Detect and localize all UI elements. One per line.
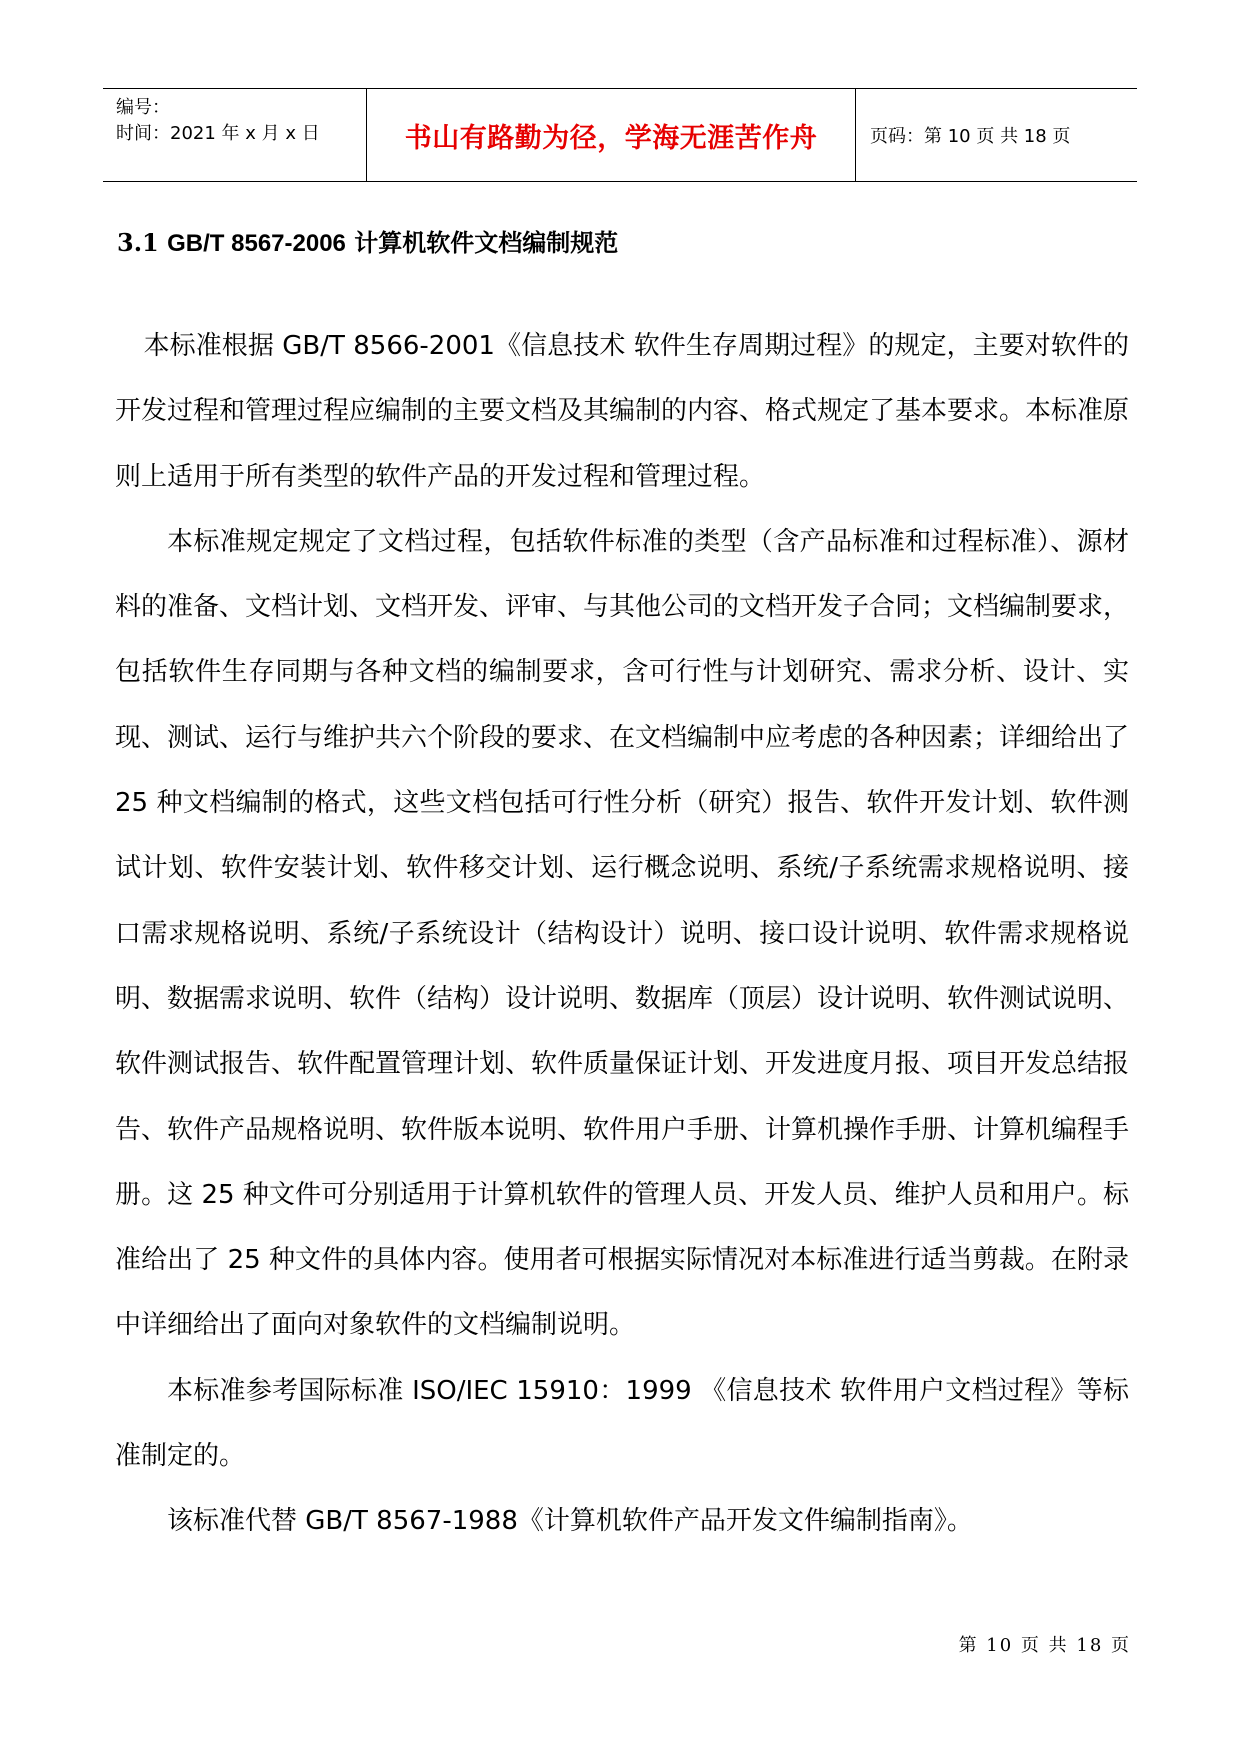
motto-text: 书山有路勤为径，学海无涯苦作舟 [404, 122, 818, 154]
page-footer [959, 1631, 1131, 1657]
paragraph: 本标准参考国际标准 ISO/IEC 15910：1999 《信息技术 软件用户文档过程》等标准制定的。 [115, 1375, 1129, 1472]
header-page-cell [856, 89, 1137, 181]
paragraph: 本标准根据 GB/T 8566-2001《信息技术 软件生存周期过程》的规定，主要对软件的开发过程和管理过程应编制的主要文档及其编制的内容、格式规定了基本要求。本标准原则上适用于所有类型的软件产品的开发过程和管理过程。 [115, 331, 1130, 492]
footer-page-number: 第 10 页 共 18 页 [958, 1635, 1131, 1656]
header-info-cell [103, 89, 367, 181]
section-title-text: 计算机软件文档编制规范 [354, 228, 619, 257]
section-standard-code: GB/T 8567-2006 [167, 230, 346, 257]
section-number: 3.1 [117, 228, 159, 257]
header-motto-cell [367, 89, 856, 181]
paragraph: 该标准代替 GB/T 8567-1988《计算机软件产品开发文件编制指南》。 [167, 1506, 973, 1537]
section-title [117, 226, 618, 261]
page-header [103, 88, 1137, 182]
document-body [115, 314, 1129, 1555]
header-page-number: 页码：第 10 页 共 18 页 [870, 126, 1071, 147]
paragraph: 本标准规定规定了文档过程，包括软件标准的类型（含产品标准和过程标准）、源材料的准备、文档计划、文档开发、评审、与其他公司的文档开发子合同；文档编制要求，包括软件生存同期与各种文档的编制要求，含可行性与计划研究、需求分析、设计、实现、测试、运行与维护共六个阶段的要求、在文档编制中应考虑的各种因素；详细给出了 25 种文档编制的格式，这些文档包括可行性分析（研究）报告、软件开发计划、软件测试计划、软件安装计划、软件移交计划、运行概念说明、系统/子系统需求规格说明、接口需求规格说明、系统/子系统设计（结构设计）说明、接口设计说明、软件需求规格说明、数据需求说明、软件（结构）设计说明、数据库（顶层）设计说明、软件测试说明、软件测试报告、软件配置管理计划、软件质量保证计划、开发进度月报、项目开发总结报告、软件产品规格说明、软件版本说明、软件用户手册、计算机操作手册、计算机编程手册。这 25 种文件可分别适用于计算机软件的管理人员、开发人员、维护人员和用户。标准给出了 25 种文件的具体内容。使用者可根据实际情况对本标准进行适当剪裁。在附录中详细给出了面向对象软件的文档编制说明。 [115, 526, 1130, 1341]
document-number-label: 编号： [116, 97, 170, 118]
document-date: 时间：2021 年 x 月 x 日 [116, 123, 320, 144]
